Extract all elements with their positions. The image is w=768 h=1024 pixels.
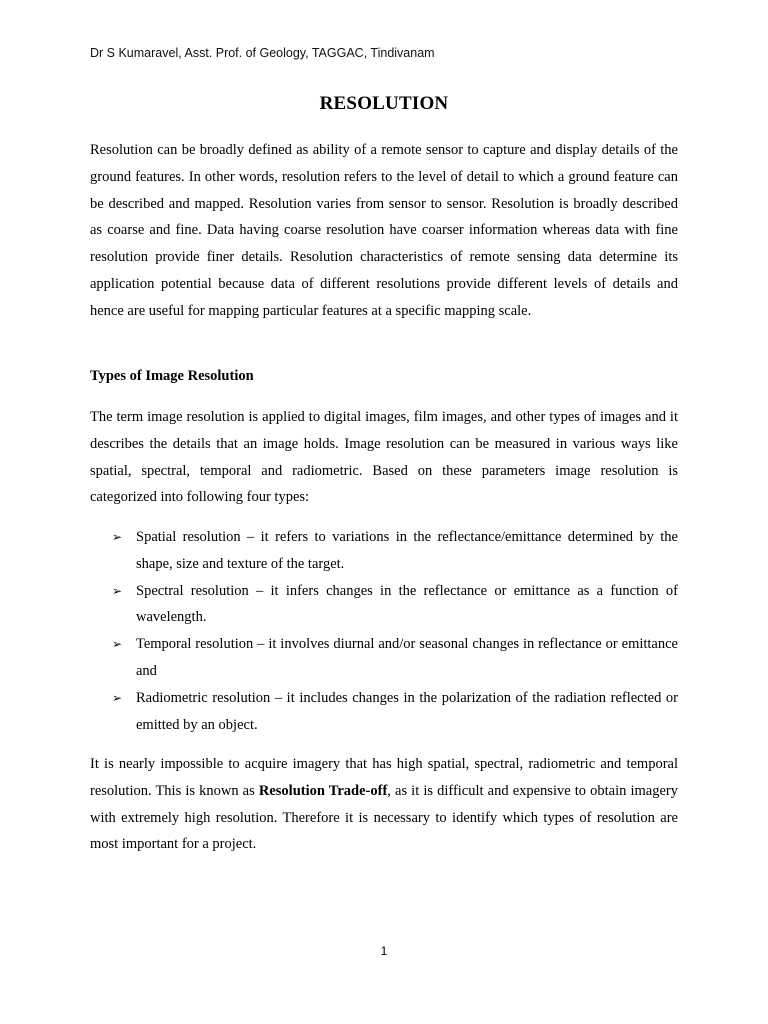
arrow-bullet-icon: ➢	[112, 690, 123, 705]
list-item	[90, 685, 678, 739]
page-header: Dr S Kumaravel, Asst. Prof. of Geology, TAGGAC, Tindivanam	[90, 46, 435, 60]
list-item-text: Radiometric resolution – it includes changes in the polarization of the radiation reflected or emitted by an object.	[136, 689, 678, 733]
list-item-text: Spatial resolution – it refers to variations in the reflectance/emittance determined by the shape, size and texture of the target.	[136, 529, 678, 572]
closing-text-before: It is nearly impossible to acquire imagery that has high spatial, spectral, radiometric and temporal resolution. This is known as	[90, 756, 678, 799]
resolution-tradeoff-term: Resolution Trade-off	[258, 782, 388, 799]
arrow-bullet-icon: ➢	[112, 530, 123, 544]
list-item-text: Temporal resolution – it involves diurnal and/or seasonal changes in reflectance or emittance and	[136, 636, 678, 679]
section-heading: Types of Image Resolution	[90, 368, 254, 384]
list-item	[90, 524, 678, 578]
list-item-text: Spectral resolution – it infers changes in the reflectance or emittance as a function of wavelength.	[136, 582, 678, 626]
section-paragraph: The term image resolution is applied to digital images, film images, and other types of images and it describes the details that an image holds. Image resolution can be measured in various ways like spatial, spectral, temporal and radiometric. Based on these parameters image resolution is categorized into following four types:	[90, 409, 678, 506]
resolution-types-list	[90, 524, 678, 738]
page-number: 1	[380, 944, 388, 958]
intro-paragraph: Resolution can be broadly defined as ability of a remote sensor to capture and display details of the ground features. In other words, resolution refers to the level of detail to which a ground feature can be described and mapped. Resolution varies from sensor to sensor. Resolution is broadly described as coarse and fine. Data having coarse resolution have coarser information whereas data with fine resolution provide finer details. Resolution characteristics of remote sensing data determine its application potential because data of different resolutions provide different levels of details and hence are useful for mapping particular features at a specific mapping scale.	[90, 142, 678, 319]
arrow-bullet-icon: ➢	[112, 583, 123, 598]
page-title: RESOLUTION	[319, 93, 449, 114]
closing-text-after: , as it is difficult and expensive to obtain imagery with extremely high resolution. Therefore it is necessary to identify which types of resolution are most important for a project.	[90, 782, 678, 853]
arrow-bullet-icon: ➢	[112, 637, 123, 652]
closing-paragraph	[90, 751, 678, 858]
list-item	[90, 578, 678, 632]
list-item	[90, 631, 678, 685]
